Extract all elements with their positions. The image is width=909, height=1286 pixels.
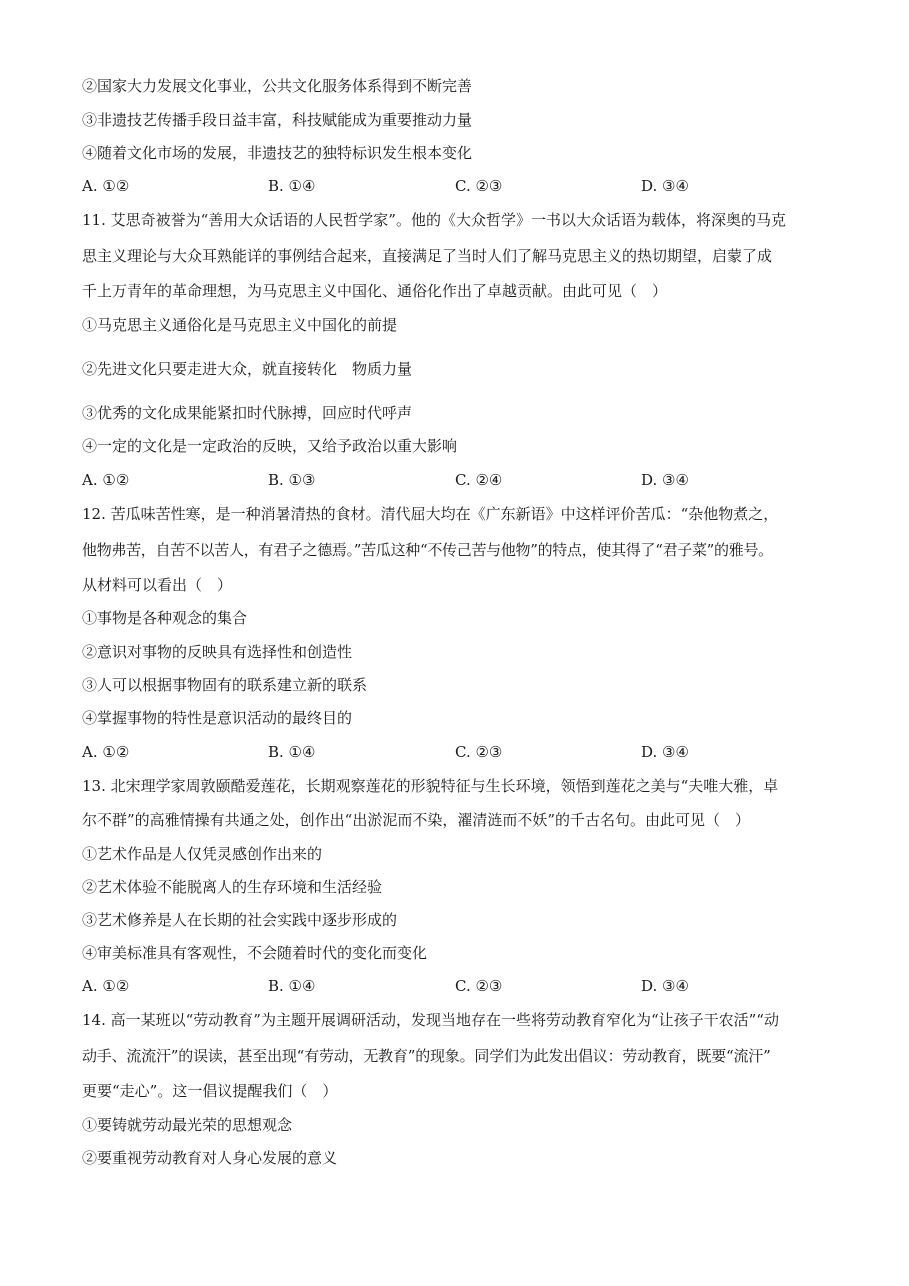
q13-option-d: D. ③④ [641,977,689,995]
q12-option-b: B. ①④ [268,743,316,761]
q11-statement-2: ②先进文化只要走进大众，就直接转化 物质力量 [82,360,413,378]
q12-option-a: A. ①② [82,743,130,761]
q10-option-d: D. ③④ [641,177,689,195]
q10-statement-2: ②国家大力发展文化事业，公共文化服务体系得到不断完善 [82,77,473,95]
q13-option-a: A. ①② [82,977,130,995]
q14-statement-1: ①要铸就劳动最光荣的思想观念 [82,1116,293,1134]
q12-stem-line-3: 从材料可以看出（ ） [82,576,233,594]
q11-stem-line-3: 千上万青年的革命理想，为马克思主义中国化、通俗化作出了卓越贡献。由此可见（ ） [82,282,668,300]
q12-statement-4: ④掌握事物的特性是意识活动的最终目的 [82,709,353,727]
q12-statement-3: ③人可以根据事物固有的联系建立新的联系 [82,676,368,694]
q14-statement-2: ②要重视劳动教育对人身心发展的意义 [82,1149,338,1167]
q11-statement-1: ①马克思主义通俗化是马克思主义中国化的前提 [82,316,398,334]
q10-options [82,176,842,196]
q12-stem-line-2: 他物弗苦，自苦不以苦人，有君子之德焉。”苦瓜这种“不传己苦与他物”的特点，使其得了“君子菜”的雅号。 [82,541,773,559]
q13-statement-3: ③艺术修养是人在长期的社会实践中逐步形成的 [82,911,398,929]
q11-statement-4: ④一定的文化是一定政治的反映，又给予政治以重大影响 [82,437,458,455]
q12-option-c: C. ②③ [455,743,503,761]
q11-option-b: B. ①③ [268,471,316,489]
q10-option-c: C. ②③ [455,177,503,195]
q11-stem-line-1: 11. 艾思奇被誉为“善用大众话语的人民哲学家”。他的《大众哲学》一书以大众话语为载体，将深奥的马克 [82,211,786,229]
q13-stem-line-2: 尔不群”的高雅情操有共通之处，创作出“出淤泥而不染，濯清涟而不妖”的千古名句。由此可见（ ） [82,811,751,829]
q13-stem-line-1: 13. 北宋理学家周敦颐酷爱莲花，长期观察莲花的形貌特征与生长环境，领悟到莲花之美与“夫唯大雅，卓 [82,777,779,795]
q11-option-d: D. ③④ [641,471,689,489]
q11-option-c: C. ②④ [455,471,503,489]
q12-statement-1: ①事物是各种观念的集合 [82,609,248,627]
q12-option-d: D. ③④ [641,743,689,761]
q14-stem-line-1: 14. 高一某班以“劳动教育”为主题开展调研活动，发现当地存在一些将劳动教育窄化为“让孩子干农活”“动 [82,1011,779,1029]
q13-options [82,976,842,996]
q13-statement-4: ④审美标准具有客观性，不会随着时代的变化而变化 [82,944,428,962]
q10-option-b: B. ①④ [268,177,316,195]
q11-options [82,470,842,490]
q12-statement-2: ②意识对事物的反映具有选择性和创造性 [82,643,353,661]
q11-option-a: A. ①② [82,471,130,489]
q14-stem-line-2: 动手、流流汗”的误读，甚至出现“有劳动，无教育”的现象。同学们为此发出倡议：劳动教育，既要“流汗” [82,1047,771,1065]
q13-statement-2: ②艺术体验不能脱离人的生存环境和生活经验 [82,878,383,896]
q13-option-c: C. ②③ [455,977,503,995]
q10-statement-3: ③非遗技艺传播手段日益丰富，科技赋能成为重要推动力量 [82,111,473,129]
q11-statement-3: ③优秀的文化成果能紧扣时代脉搏，回应时代呼声 [82,404,413,422]
q12-stem-line-1: 12. 苦瓜味苦性寒，是一种消暑清热的食材。清代屈大均在《广东新语》中这样评价苦瓜：“杂他物煮之， [82,505,779,523]
q10-option-a: A. ①② [82,177,130,195]
q13-option-b: B. ①④ [268,977,316,995]
q11-stem-line-2: 思主义理论与大众耳熟能详的事例结合起来，直接满足了当时人们了解马克思主义的热切期望，启蒙了成 [82,247,773,265]
q13-statement-1: ①艺术作品是人仅凭灵感创作出来的 [82,845,323,863]
q12-options [82,742,842,762]
q14-stem-line-3: 更要“走心”。这一倡议提醒我们（ ） [82,1082,338,1100]
q10-statement-4: ④随着文化市场的发展，非遗技艺的独特标识发生根本变化 [82,144,473,162]
